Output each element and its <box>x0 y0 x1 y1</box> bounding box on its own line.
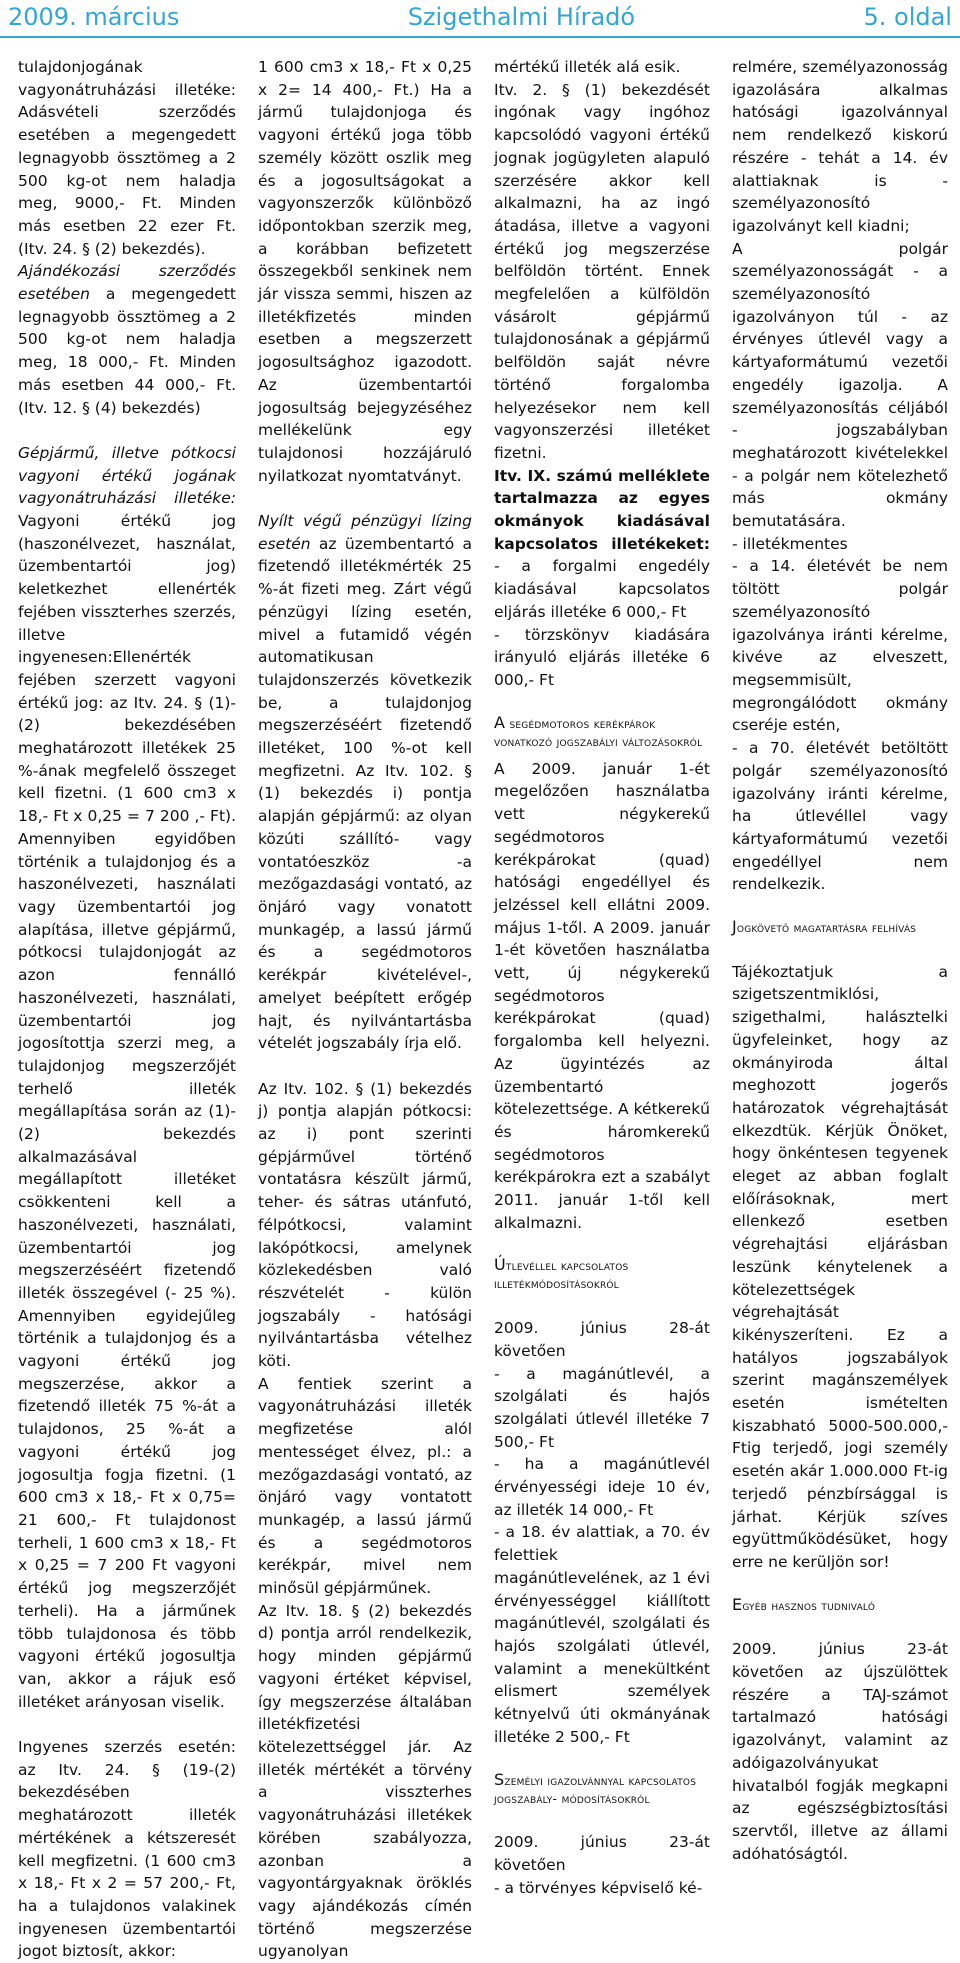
paragraph: - törzskönyv kiadására irányuló eljárás illetéke 6 000,- Ft <box>494 625 710 689</box>
paragraph-text: az üzembentartó a fizetendő illetékmérték 25 %-át fizeti meg. Zárt végű pénzügyi lízing esetén, mivel a futamidő végén automatikusan tulajdonszerzés következik be, a tulajdonjog megszerzéséért fizetendő illetéket, 100 %-ot kell megfizetni. Az Itv. 102. § (1) bekezdés i) pontja alapján gépjármű: az olyan közúti szállító- vagy vontatóeszköz -a mezőgazdasági vontató, az önjáró vagy vonatott munkagép, a lassú jármű és a segédmotoros kerékpár kivételével-, amelyet beépített erőgép hajt, és nyilvántartásba vételét jogszabály írja elő. <box>258 534 472 1053</box>
section-heading: Személyi igazolvánnyal kapcsolatos jogszabály- módosításokról <box>494 1769 697 1807</box>
emphasis: Ajándékozási szerződés esetében <box>18 262 236 304</box>
paragraph <box>258 510 472 1055</box>
paragraph: mértékű illeték alá esik. <box>494 58 681 76</box>
issue-date: 2009. március <box>8 3 180 31</box>
emphasis: Nyílt végű pénzügyi lízing esetén <box>258 512 472 553</box>
emphasis: Gépjármű, illetve pótkocsi vagyoni értékű jogának vagyonátruházási illetéke: <box>18 443 236 508</box>
paragraph: Tájékoztatjuk a szigetszentmiklósi, szigethalmi, halásztelki ügyfeleinket, hogy az okmányiroda által meghozott jogerős határozatok végrehajtását elkezdtük. Kérjük Önöket, hogy önkéntesen tegyenek eleget az abban foglalt előírásoknak, mert ellenkező esetben végrehajtási eljárásban leszünk kénytelenek a kötelezettségek végrehajtását kikényszeríteni. Ez a hatályos jogszabályok szerint magánszemélyek esetén ismételten kiszabható 5000-500.000,- Ftig terjedő, jogi személy esetén akár 1.000.000 Ft-ig terjedő pénzbírsággal is járhat. Kérjük szíves együttműködésüket, hogy erre ne kerüljön sor! <box>732 962 948 1571</box>
paragraph: Az Itv. 18. § (2) bekezdés d) pontja arról rendelkezik, hogy minden gépjármű vagyoni értéket képvisel, így megszerzése általában illetékfizetési kötelezettséggel jár. Az illeték mértékét a törvény a visszterhes vagyonátruházási illetékek körében szabályozza, azonban a vagyontárgyaknak öröklés vagy ajándékozás címén történő megszerzése ugyanolyan <box>258 1601 472 1961</box>
paragraph-text: - a forgalmi engedély kiadásával kapcsolatos eljárás illetéke 6 000,- Ft <box>494 557 710 621</box>
paragraph-text: a megengedett legnagyobb össztömeg a 2 500 kg-ot nem haladja meg, 18 000,- Ft. Minden más esetben 44 000,- Ft. (Itv. 12. § (4) bekezdés) <box>18 285 236 417</box>
section-heading: Egyéb hasznos tudnivaló <box>732 1594 876 1614</box>
paragraph: - a 18. év alattiak, a 70. év felettiek magánútlevelének, az 1 évi érvényességgel kiállított magánútlevél, szolgálati és hajós szolgálati útlevél, valamint a menekültként elismert személyek kétnyelvű úti okmányának illetéke 2 500,- Ft <box>494 1523 710 1746</box>
paragraph: tulajdonjogának vagyonátruházási illetéke: Adásvételi szerződés esetében a megengedett legnagyobb össztömeg a 2 500 kg-ot nem haladja meg, 9000,- Ft. Minden más esetben 22 ezer Ft. (Itv. 24. § (2) bekezdés). <box>18 58 236 258</box>
paragraph-text: Vagyoni értékű jog (haszonélvezet, használat, üzembentartói jog) keletkezhet ellenérték fejében visszterhes szerzés, illetve ingyenesen:Ellenérték fejében szerzett vagyoni értékű jog: az Itv. 24. § (1)-(2) bekezdésében meghatározott illetékek 25 %-ának megfelelő összeget kell fizetni. (1 600 cm3 x 18,- Ft x 0,25 = 7 200 ,- Ft). Amennyiben egyidőben történik a tulajdonjog és a haszonélvezeti, használati vagy üzembentartói jog alapítása, illetve gépjármű, pótkocsi tulajdonjogát az azon fennálló haszonélvezeti, használati, üzembentartói jog jogosítottja szerzi meg, a tulajdonjog megszerzőjét terhelő illeték megállapítása során az (1)-(2) bekezdés alkalmazásával megállapított illetéket csökkenteni kell a haszonélvezeti, használati, üzembentartói jog megszerzéséért fizetendő illeték összegével (- 25 %). Amennyiben egyidejűleg történik a tulajdonjog és a vagyoni értékű jog megszerzése, akkor a fizetendő illeték 75 %-át a tulajdonos, 25 %-át a vagyoni értékű jog jogosultja fogja fizetni. (1 600 cm3 x 18,- Ft x 0,75= 21 600,- Ft tulajdonost terheli, 1 600 cm3 x 18,- Ft x 0,25 = 7 200 Ft vagyoni értékű jog megszerzőjét terheli). Ha a járműnek több tulajdonosa és több vagyoni értékű jogosultja van, akkor a rájuk eső illetéket arányosan viselik. <box>18 512 236 1711</box>
paragraph: relmére, személyazonosság igazolására alkalmas hatósági igazolvánnyal nem rendelkező kiskorú részére - tehát a 14. év alattiaknak is - személyazonosító igazolványt kell kiadni; <box>732 58 948 235</box>
bold-text: Itv. IX. számú melléklete tartalmazza az egyes okmányok kiadásával kapcsolatos illetékeket: <box>494 466 710 553</box>
paragraph: - a magánútlevél, a szolgálati és hajós szolgálati útlevél illetéke 7 500,- Ft <box>494 1364 710 1451</box>
paragraph: A polgár személyazonosságát - a személyazonosító igazolványon túl - az érvényes útlevél vagy a kártyaformátumú vezetői engedély igazolja. A személyazonosítás céljából - jogszabályban meghatározott kivételekkel - a polgár nem kötelezhető más okmány bemutatására. <box>732 239 948 531</box>
paragraph: Az Itv. 102. § (1) bekezdés j) pontja alapján pótkocsi: az i) pont szerinti gépjárművel történő vontatásra készült jármű, teher- és sátras utánfutó, félpótkocsi, valamint lakópótkocsi, amelynek közlekedésben való részvételét - külön jogszabály - hatósági nyilvántartásba vételhez köti. <box>258 1079 472 1371</box>
paragraph: - a 70. életévét betöltött polgár személyazonosító igazolvány iránti kérelme, ha útlevéllel vagy kártyaformátumú vezetői engedéllyel nem rendelkezik. <box>732 739 948 894</box>
paragraph: 2009. június 23-át követően <box>494 1833 710 1874</box>
paragraph <box>18 260 236 419</box>
paragraph: A fentiek szerint a vagyonátruházási illeték megfizetése alól mentességet élvez, pl.: a mezőgazdasági vontató, az önjáró vagy vontatott munkagép, a lassú jármű és a segédmotoros kerékpár, mivel nem minősül gépjárműnek. <box>258 1374 472 1598</box>
column-3 <box>494 56 710 1897</box>
page-number: 5. oldal <box>863 3 952 31</box>
column-1 <box>18 56 236 1961</box>
column-4 <box>732 56 948 1863</box>
publication-title: Szigethalmi Híradó <box>407 3 636 31</box>
paragraph: 2009. június 23-át követően az újszülöttek részére a TAJ-számot tartalmazó hatósági igazolványt, valamint az adóigazolványukat hivatalból fogják megkapni az egészségbiztosítási szervtől, illetve az állami adóhatóságtól. <box>732 1640 948 1863</box>
paragraph: A 2009. január 1-ét megelőzően használatba vett négykerekű segédmotoros kerékpárokat (quad) hatósági engedéllyel és jelzéssel kell ellátni 2009. május 1-től. A 2009. január 1-ét követően használatba vett, új négykerekű segédmotoros kerékpárokat (quad) forgalomba kell helyezni. Az ügyintézés az üzembentartó kötelezettsége. A kétkerekű és háromkerekű segédmotoros kerékpárokra ezt a szabályt 2011. január 1-től kell alkalmazni. <box>494 759 710 1232</box>
page-header <box>0 0 960 34</box>
paragraph <box>18 442 236 1713</box>
header-rule <box>0 36 960 38</box>
section-heading: A segédmotoros kerékpárok vonatkozó jogszabályi változásokról <box>494 712 703 750</box>
paragraph: - illetékmentes <box>732 534 848 553</box>
paragraph: Ingyenes szerzés esetén: az Itv. 24. § (19-(2) bekezdésében meghatározott illeték mértékének a kétszeresét kell megfizetni. (1 600 cm3 x 18,- Ft x 2 = 57 200,- Ft, ha a tulajdonos valakinek ingyenesen üzembentartói jogot biztosít, akkor: <box>18 1738 236 1961</box>
paragraph: 2009. június 28-át követően <box>494 1319 710 1360</box>
column-2 <box>258 56 472 1961</box>
section-heading: Útlevéllel kapcsolatos illetékmódosításokról <box>494 1255 629 1293</box>
paragraph: - a 14. életévét be nem töltött polgár személyazonosító igazolványa iránti kérelme, kivéve az elveszett, megsemmisült, megrongálódott okmány cseréje estén, <box>732 557 948 735</box>
section-heading: Jogkövető magatartásra felhívás <box>732 917 917 937</box>
paragraph: - ha a magánútlevél érvényességi ideje 10 év, az illeték 14 000,- Ft <box>494 1455 710 1519</box>
paragraph: - a törvényes képviselő ké- <box>494 1878 703 1897</box>
paragraph <box>494 465 710 624</box>
paragraph: 1 600 cm3 x 18,- Ft x 0,25 x 2= 14 400,- Ft.) Ha a jármű tulajdonjoga és vagyoni értékű joga több személy között oszlik meg és a jogosultságokat a vagyonszerzők különböző időpontokban szerzik meg, a korábban befizetett összegekből senkinek nem jár vissza semmi, hiszen az illetékfizetés minden esetben a megszerzett jogosultsághoz igazodott. Az üzembentartói jogosultság bejegyzéséhez mellékelünk egy tulajdonosi hozzájáruló nyilatkozat nyomtatványt. <box>258 58 472 485</box>
paragraph: Itv. 2. § (1) bekezdését ingónak vagy ingóhoz kapcsolódó vagyoni értékű jognak jogügyleten alapuló szerzésére akkor kell alkalmazni, ha az ingó átadása, illetve a vagyoni értékű jog megszerzése belföldön történt. Ennek megfelelően a külföldön vásárolt gépjármű tulajdonosának a gépjármű belföldön saját névre történő forgalomba helyezésekor nem kell vagyonszerzési illetéket fizetni. <box>494 80 710 462</box>
